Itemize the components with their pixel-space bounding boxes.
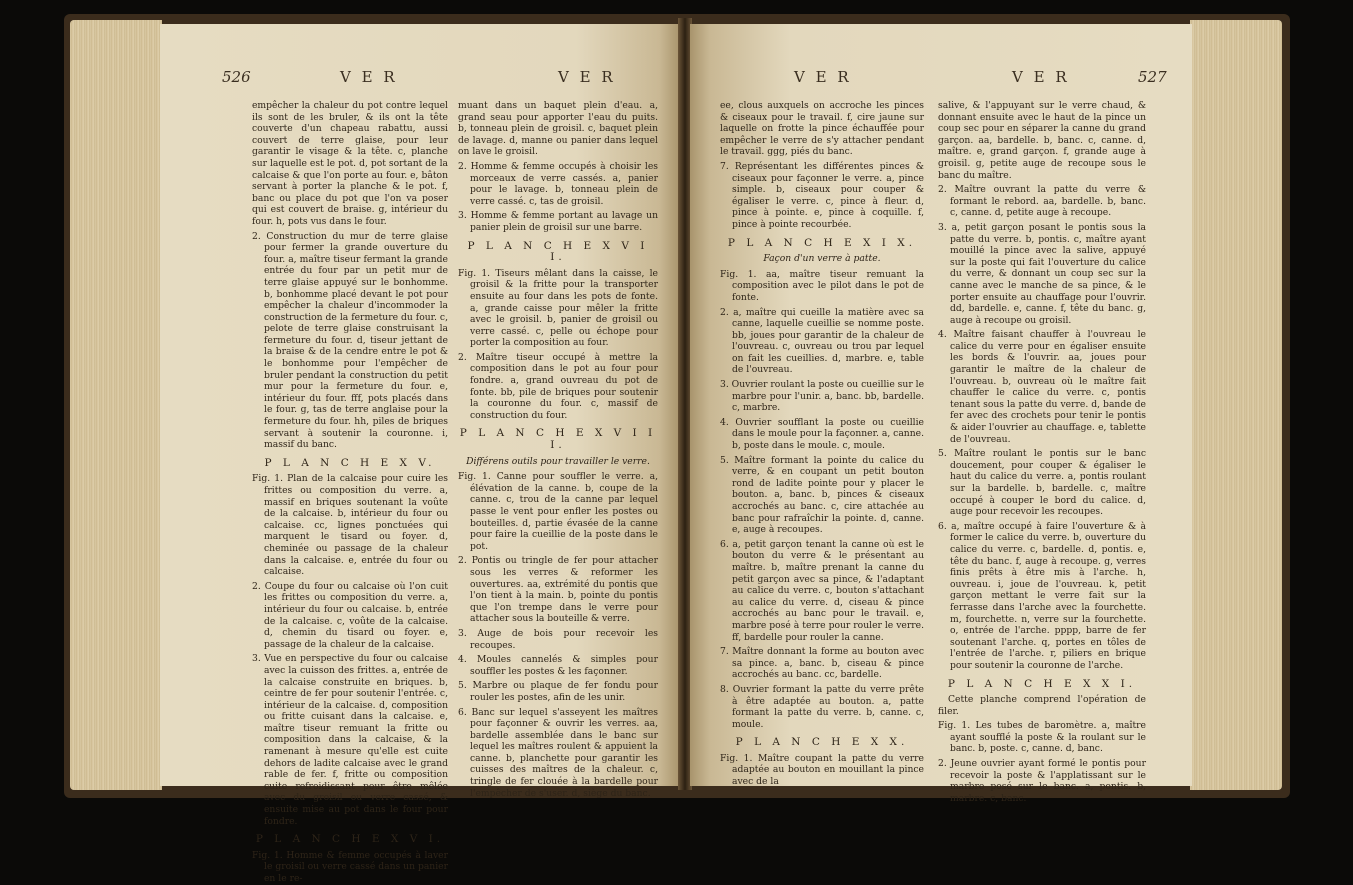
running-header-right-outer: V E R (1012, 68, 1070, 86)
figure-description: 8. Ouvrier formant la patte du verre prête à être adaptée au bouton. a, patte formant la patte du verre. b, canne. c, moule. (720, 683, 924, 730)
plate-heading: P L A N C H E X X I. (947, 677, 1137, 690)
paragraph: salive, & l'appuyant sur le verre chaud, & donnant ensuite avec le haut de la pince un coup sec pour en séparer la canne du grand garçon. aa, bardelle. b, banc. c, canne. d, maître. e, grand garçon. f, grande auge à groisil. g, petite auge de recoupe sous le banc du maître. (938, 100, 1146, 181)
figure-description: 2. Coupe du four ou calcaise où l'on cuit les frittes ou composition du verre. a, intérieur du four ou calcaise. b, entrée de la calcaise. c, voûte de la calcaise. d, chemin du tisard ou foyer. e, passage de la chaleur de la calcaise. (252, 580, 448, 650)
plate-heading: P L A N C H E X I X. (727, 236, 917, 249)
figure-description: 6. a, petit garçon tenant la canne où est le bouton du verre & le présentant au maître. b, maître prenant la canne du petit garçon avec sa pince, & l'adaptant au calice du verre. c, bouton s'attachant au calice du verre. d, ciseau & pince accrochés au banc pour le travail. e, marbre posé à terre pour rouler le verre. ff, bardelle pour rouler la canne. (720, 538, 924, 643)
running-header-left-outer: V E R (340, 68, 398, 86)
left-page-edges (70, 20, 162, 790)
figure-description: 2. Maître tiseur occupé à mettre la composition dans le pot au four pour fondre. a, grand ouvreau du pot de fonte. bb, pile de briques pour soutenir la couronne du four. c, massif de construction du four. (458, 351, 658, 421)
figure-description: 3. Vue en perspective du four ou calcaise avec la cuisson des frittes. a, entrée de la calcaise construite en briques. b, ceintre de fer pour soutenir l'entrée. c, intérieur de la calcaise. d, composition ou fritte cuisant dans la calcaise. e, maître tiseur remuant la fritte ou composition dans la calcaise, & la ramenant à mesure qu'elle est cuite dehors de ladite calcaise avec le grand rable de fer. f, fritte ou composition cuite refroidissant pour être mêlée avec du groisil ou verre cassé, & ensuite mise au pot dans le four pour fondre. (252, 653, 448, 827)
page-number-left: 526 (222, 68, 251, 86)
plate-heading: P L A N C H E X V I I. (467, 239, 649, 264)
figure-description: Fig. 1. Maître coupant la patte du verre adaptée au bouton en mouillant la pince avec de la (720, 752, 924, 788)
figure-description: 2. Jeune ouvrier ayant formé le pontis pour recevoir la poste & l'applatissant sur le marbre posé sur le banc. a, pontis. b, marbre. c, banc. (938, 758, 1146, 804)
right-page-edges (1190, 20, 1282, 790)
paragraph: Cette planche comprend l'opération de filer. (938, 694, 1146, 717)
figure-description: 6. Banc sur lequel s'asseyent les maîtres pour façonner & ouvrir les verres. aa, bardelle assemblée dans le banc sur lequel les maîtres roulent & appuient la canne. b, planchette pour garantir les cuisses des maîtres de la chaleur. c, tringle de fer clouée à la bardelle pour l'empêcher de s'user. d, siège du banc. (458, 706, 658, 799)
paragraph: muant dans un baquet plein d'eau. a, grand seau pour apporter l'eau du puits. b, tonneau plein de groisil. c, baquet plein de lavage. d, manne ou panier dans lequel on lave le groisil. (458, 100, 658, 158)
figure-description: Fig. 1. Plan de la calcaise pour cuire les frittes ou composition du verre. a, massif en briques soutenant la voûte de la calcaise. b, intérieur du four ou calcaise. cc, lignes ponctuées qui marquent le tisard ou foyer. d, cheminée ou passage de la chaleur dans la calcaise. e, entrée du four ou calcaise. (252, 473, 448, 578)
figure-description: 4. Moules cannelés & simples pour souffler les postes & les façonner. (458, 654, 658, 677)
plate-heading: P L A N C H E X V. (264, 456, 436, 469)
left-page (160, 24, 680, 884)
figure-description: 3. Auge de bois pour recevoir les recoupes. (458, 627, 658, 651)
figure-description: Fig. 1. aa, maître tiseur remuant la composition avec le pilot dans le pot de fonte. (720, 268, 924, 303)
figure-description: 3. a, petit garçon posant le pontis sous la patte du verre. b, pontis. c, maître ayant mouillé la pince avec la salive, appuyé sur la poste qui fait l'ouverture du calice du verre, & donnant un coup sec sur la canne avec le manche de sa pince, & le porter ensuite au chauffage pour l'ouvrir. dd, bardelle. e, canne. f, tête du banc. g, auge à recoupe ou groisil. (938, 221, 1146, 326)
figure-description: 4. Ouvrier soufflant la poste ou cueillie dans le moule pour la façonner. a, canne. b, poste dans le moule. c, moule. (720, 416, 924, 452)
right-page-column-2 (938, 100, 1146, 804)
figure-description: Fig. 1. Canne pour souffler le verre. a, élévation de la canne. b, coupe de la canne. c, trou de la canne par lequel passe le vent pour enfler les postes ou bouteilles. d, partie évasée de la canne pour faire la cueillie de la poste dans le pot. (458, 471, 658, 552)
left-page-column-1 (252, 100, 448, 884)
plate-heading: P L A N C H E X X. (735, 736, 909, 749)
figure-description: 5. Marbre ou plaque de fer fondu pour rouler les postes, afin de les unir. (458, 680, 658, 703)
figure-description: 2. a, maître qui cueille la matière avec sa canne, laquelle cueillie se nomme poste. bb, joues pour garantir de la chaleur de l'ouvreau. c, ouvreau ou trou par lequel on fait les cueillies. d, marbre. e, table de l'ouvreau. (720, 306, 924, 376)
figure-description: Fig. 1. Tiseurs mêlant dans la caisse, le groisil & la fritte pour la transporter ensuite au four dans les pots de fonte. a, grande caisse pour mêler la fritte avec le groisil. b, panier de groisil ou verre cassé. c, pelle ou échope pour porter la composition au four. (458, 267, 658, 349)
figure-description: Fig. 1. Homme & femme occupés à laver le groisil ou verre cassé dans un panier en le re- (252, 849, 448, 884)
left-page-column-2 (458, 100, 658, 799)
plate-subtitle: Différens outils pour travailler le verre. (466, 455, 650, 467)
figure-description: 7. Maître donnant la forme au bouton avec sa pince. a, banc. b, ciseau & pince accrochés au banc. cc, bardelle. (720, 646, 924, 681)
figure-description: 3. Homme & femme portant au lavage un panier plein de groisil sur une barre. (458, 210, 658, 233)
figure-description: 5. Maître formant la pointe du calice du verre, & en coupant un petit bouton rond de ladite pointe pour y placer le bouton. a, banc. b, pinces & ciseaux accrochés au banc. c, cire attachée au banc pour rafraîchir la pointe. d, canne. e, auge à recoupes. (720, 454, 924, 536)
figure-description: 2. Construction du mur de terre glaise pour fermer la grande ouverture du four. a, maître tiseur fermant la grande entrée du four par un petit mur de terre glaise appuyé sur le bonhomme. b, bonhomme placé devant le pot pour empêcher la chaleur d'incommoder la construction de la fermeture du four. c, pelote de terre glaise construisant la fermeture du four. d, tiseur jettant de la braise & de la cendre entre le pot & le bonhomme pour l'empêcher de bruler pendant la construction du petit mur pour la fermeture du four. e, intérieur du four. fff, pots placés dans le four. g, tas de terre anglaise pour la fermeture du four. hh, piles de briques servant à soutenir la couronne. i, massif du banc. (252, 230, 448, 451)
plate-heading: P L A N C H E X V I. (255, 833, 445, 846)
plate-subtitle: Façon d'un verre à patte. (763, 253, 881, 265)
page-number-right: 527 (1138, 68, 1167, 86)
paragraph: empêcher la chaleur du pot contre lequel ils sont de les bruler, & ils ont la tête couverte d'un chapeau rabattu, aussi couvert de terre glaise, pour leur garantir le visage & la tête. c, planche sur laquelle est le pot. d, pot sortant de la calcaise & que l'on porte au four. e, bâton servant à porter la planche & le pot. f, banc ou place du pot que l'on va poser qui est couvert de braise. g, intérieur du four. h, pots vus dans le four. (252, 100, 448, 227)
figure-description: 6. a, maître occupé à faire l'ouverture & à former le calice du verre. b, ouverture du calice du verre. c, bardelle. d, pontis. e, tête du banc. f, auge à recoupe. g, verres finis prêts à être mis à l'arche. h, ouvreau. i, joue de l'ouvreau. k, petit garçon mettant le verre fait sur la ferrasse dans l'arche avec la fourchette. m, fourchette. n, verre sur la fourchette. o, entrée de l'arche. pppp, barre de fer soutenant l'arche. q, portes en tôles de l'entrée de l'arche. r, piliers en brique pour soutenir la couronne de l'arche. (938, 520, 1146, 671)
figure-description: 7. Représentant les différentes pinces & ciseaux pour façonner le verre. a, pince simple. b, ciseaux pour couper & égaliser le verre. c, pince à fleur. d, pince à pointe. e, pince à coquille. f, pince à pointe recourbée. (720, 160, 924, 230)
figure-description: 2. Homme & femme occupés à choisir les morceaux de verre cassés. a, panier pour le lavage. b, tonneau plein de verre cassé. c, tas de groisil. (458, 160, 658, 207)
figure-description: Fig. 1. Les tubes de baromètre. a, maître ayant soufflé la poste & la roulant sur le banc. b, poste. c, canne. d, banc. (938, 720, 1146, 755)
right-page (690, 24, 1192, 804)
figure-description: 3. Ouvrier roulant la poste ou cueillie sur le marbre pour l'unir. a, banc. bb, bardelle. c, marbre. (720, 379, 925, 414)
running-header-right-inner: V E R (794, 68, 852, 86)
paragraph: ee, clous auxquels on accroche les pinces & ciseaux pour le travail. f, cire jaune sur laquelle on frotte la pince échauffée pour empêcher le verre de s'y attacher pendant le travail. ggg, piés du banc. (720, 100, 924, 158)
figure-description: 2. Maître ouvrant la patte du verre & formant le rebord. aa, bardelle. b, banc. c, canne. d, petite auge à recoupe. (938, 184, 1146, 219)
running-header-left-inner: V E R (558, 68, 616, 86)
figure-description: 4. Maître faisant chauffer à l'ouvreau le calice du verre pour en égaliser ensuite les bords & l'ouvrir. aa, joues pour garantir le maître de la chaleur de l'ouvreau. b, ouvreau où le maître fait chauffer le calice du verre. c, pontis tenant sous la patte du verre. d, bande de fer avec des crochets pour tenir le pontis & aider l'ouvrier au chauffage. e, tablette de l'ouvreau. (938, 329, 1146, 445)
figure-description: 5. Maître roulant le pontis sur le banc doucement, pour couper & égaliser le haut du calice du verre. a, pontis roulant sur la bardelle. b, bardelle. c, maître occupé à couper le bord du calice. d, auge pour recevoir les recoupes. (938, 448, 1146, 518)
figure-description: 2. Pontis ou tringle de fer pour attacher sous les verres & reformer les ouvertures. aa, extrémité du pontis que l'on tient à la main. b, pointe du pontis que l'on trempe dans le verre pour attacher sous la bouteille & verre. (458, 555, 658, 625)
plate-heading: P L A N C H E X V I I I. (459, 427, 657, 452)
right-page-column-1 (720, 100, 924, 790)
